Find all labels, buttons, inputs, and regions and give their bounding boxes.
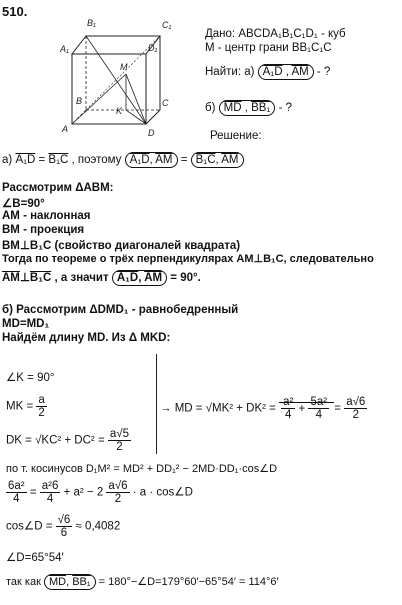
part-a-line-7: Тогда по теореме о трёх перпендикулярах AM⊥B₁C, следовательно xyxy=(2,253,374,265)
eq1-mid: + a² − 2 xyxy=(63,486,104,499)
vector-b1c: B₁C xyxy=(195,154,216,166)
find-b-suffix: - ? xyxy=(278,102,292,114)
equals-sign: = xyxy=(38,154,46,166)
frac-den: 6 xyxy=(60,527,68,540)
equals-sign: = xyxy=(29,486,37,499)
vector-b1c: B₁C xyxy=(29,272,52,284)
frac-num: a²6 xyxy=(41,480,59,492)
vector-bb1: BB₁ xyxy=(72,576,91,588)
text-therefore: , поэтому xyxy=(71,154,122,166)
frac-den: 4 xyxy=(46,493,54,506)
vector-am: $\overline{AM}$ xyxy=(144,272,163,284)
label-c: C xyxy=(162,98,169,108)
angle-a1d-am: A₁D, $\overline{AM}$ xyxy=(112,270,167,286)
problem-number: 510. xyxy=(2,4,28,19)
find-a-suffix: - ? xyxy=(316,66,331,78)
vector-am: $\overline{AM}$ xyxy=(155,154,173,166)
cos-rhs: ≈ 0,4082 xyxy=(75,520,121,533)
vector-b1c: B₁C xyxy=(48,154,69,166)
mk-equation xyxy=(6,394,47,419)
label-a1: A₁ xyxy=(60,44,69,54)
label-a: A xyxy=(62,124,69,134)
frac-den: 2 xyxy=(352,409,359,422)
frac-num: a√6 xyxy=(346,396,366,408)
label-c1: C₁ xyxy=(162,20,172,30)
vector-bb1: BB₁ xyxy=(251,102,271,114)
find-a xyxy=(205,64,330,80)
frac-den: 2 xyxy=(38,407,45,420)
part-a-line-5: BM - проекция xyxy=(2,224,85,236)
part-a-line-3: ∠B=90° xyxy=(2,198,45,210)
cosine-law: по т. косинусов D₁M² = MD² + DD₁² − 2MD·DD₁·cos∠D xyxy=(6,463,278,475)
perp-sign: ⊥ xyxy=(19,272,30,284)
frac-den: 4 xyxy=(315,409,322,422)
frac-num: 6a² xyxy=(8,480,25,492)
mk-fraction xyxy=(36,394,46,419)
vector-a1d: A₁D xyxy=(262,66,283,78)
part-a-line-2: Рассмотрим ΔABM: xyxy=(2,182,114,194)
vector-a1d: A₁D xyxy=(116,272,139,284)
vector-md: $\overline{MD}$ xyxy=(48,576,67,588)
frac-num: a² xyxy=(283,396,294,408)
text-hence: , а значит xyxy=(54,272,109,284)
md-equation xyxy=(160,396,367,421)
frac-den: 2 xyxy=(114,493,122,506)
text-since: так как xyxy=(6,576,41,588)
equation-1 xyxy=(6,480,193,505)
angle-k: ∠K = 90° xyxy=(6,372,55,384)
vector-am: $\overline{AM}$ xyxy=(2,272,20,284)
cos-fraction xyxy=(56,514,73,539)
frac-5a2-4 xyxy=(308,396,329,421)
cube-top-face xyxy=(72,36,160,54)
part-a-line-8 xyxy=(2,270,201,286)
find-a-prefix: Найти: а) xyxy=(205,66,255,78)
label-b1: B₁ xyxy=(87,18,96,28)
divider-line xyxy=(156,354,157,454)
frac-num: a√6 xyxy=(108,480,128,492)
md-result xyxy=(344,396,367,421)
frac-num: a√5 xyxy=(109,428,129,440)
angle-md-bb1: $\overline{MD}$, BB₁ xyxy=(44,574,96,590)
frac-den: 4 xyxy=(285,409,292,422)
part-a-line-1: а) A₁D = B₁C , поэтому A₁D, $\overline{AM} = B_1C$, $\overline{AM}$ xyxy=(2,152,244,168)
vector-am: $\overline{AM}$ xyxy=(291,66,309,78)
angle-d-value: ∠D=65°54′ xyxy=(6,552,64,564)
cube-figure xyxy=(56,14,176,140)
frac-num: a xyxy=(38,394,45,406)
part-a-label: а) xyxy=(2,154,13,166)
dk-fraction xyxy=(108,428,131,453)
label-b: B xyxy=(76,96,83,106)
part-a-line-4: AM - наклонная xyxy=(2,210,91,222)
eq1-frac xyxy=(106,480,129,505)
angle-a1d-am: A₁D, $\overline{AM}$ xyxy=(125,152,178,168)
md-lhs: → MD = √MK² + DK² = xyxy=(160,402,276,415)
cos-lhs: cos∠D = xyxy=(6,520,53,533)
final-result: = 180°−∠D=179°60′−65°54′ = 114°6′ xyxy=(98,576,279,588)
find-b-angle: $\overline{MD}$ , BB₁ xyxy=(219,100,276,116)
vector-am: $\overline{AM}$ xyxy=(221,154,239,166)
final-line xyxy=(6,574,279,590)
eq1-end: · a · cos∠D xyxy=(132,486,193,499)
vector-a1d: A₁D xyxy=(15,154,36,166)
dk-equation xyxy=(6,428,131,453)
find-b-prefix: б) xyxy=(205,102,216,114)
label-k: K xyxy=(116,106,123,116)
given-line-2: М - центр грани BB₁C₁C xyxy=(205,42,332,54)
angle-b1c-am: B₁C, $\overline{AM}$ xyxy=(191,152,244,168)
cos-d-equation xyxy=(6,514,120,539)
find-a-angle: A₁D , $\overline{AM}$ xyxy=(258,64,314,80)
part-b-line-2: MD=MD₁ xyxy=(2,318,50,330)
equals-sign: = xyxy=(334,402,342,415)
frac-num: √6 xyxy=(57,514,71,526)
vector-a1d: A₁D xyxy=(129,154,150,166)
part-b-line-1: б) Рассмотрим ΔDMD₁ - равнобедренный xyxy=(2,304,239,316)
eq1-left xyxy=(6,480,27,505)
vector-md: $\overline{MD}$ xyxy=(223,102,242,114)
label-d1: D₁ xyxy=(148,43,158,53)
solution-heading: Решение: xyxy=(210,130,262,142)
mk-lhs: MK = xyxy=(6,400,34,413)
dk-lhs: DK = √KC² + DC² = xyxy=(6,434,105,447)
frac-den: 2 xyxy=(116,441,123,454)
given-line-1: Дано: ABCDA₁B₁C₁D₁ - куб xyxy=(205,28,346,40)
part-b-line-3: Найдём длину MD. Из Δ MKD: xyxy=(2,332,171,344)
frac-den: 4 xyxy=(13,493,20,506)
label-m: M xyxy=(120,62,128,72)
find-b xyxy=(205,100,292,116)
plus-sign: + xyxy=(298,402,306,415)
frac-a2-4 xyxy=(281,396,295,421)
part-a-line-6: BM⊥B₁C (свойство диагоналей квадрата) xyxy=(2,240,241,252)
sqrt-body xyxy=(279,396,334,422)
frac-num: 5a² xyxy=(310,396,328,408)
eq1-right xyxy=(40,480,61,505)
result-90: = 90°. xyxy=(170,272,201,284)
label-d: D xyxy=(148,128,155,138)
